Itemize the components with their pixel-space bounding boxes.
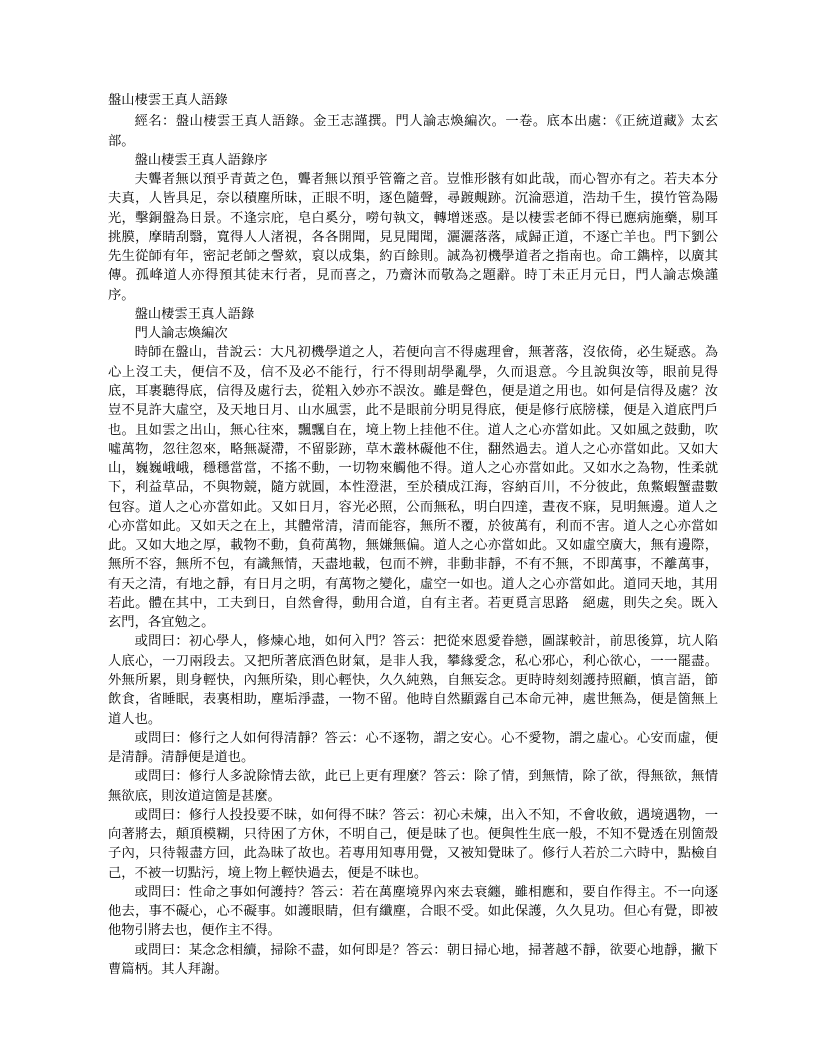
paragraph-body-4: 或問曰：修行人多說除情去欲，此已上更有理麼？答云：除了情，到無情，除了欲，得無欲，無情無欲底，則汝道這箇是甚麼。 <box>108 768 718 803</box>
heading-main-title: 盤山棲雲王真人語錄 <box>134 305 255 321</box>
paragraph-body-1: 時師在盤山，昔說云：大凡初機學道之人，若便向言不得處理會，無著落，沒依倚，必生疑惑。為心上沒工夫，便信不及，信不及必不能行，行不得則胡學亂學，久而退意。今且說與汝等，眼前見得底，耳裹聽得底，信得及處行去，從粗入妙亦不誤汝。雖是聲色，便是道之用也。如何是信得及處？汝豈不見許大虛空，及天地日月、山水風雲，此不是眼前分明見得底，便是修行底牓樣，便是入道底門戶也。且如雲之出山，無心往來，飄飄自在，境上物上挂他不住。道人之心亦當如此。又如風之鼓動，吹噓萬物，忽往忽來，略無凝滯，不留影跡，草木叢林礙他不住，翻然過去。道人之心亦當如此。又如大山，巍巍峨峨，穩穩當當，不搖不動，一切物來觸他不得。道人之心亦當如此。又如水之為物，性柔就下，利益草品，不與物競，隨方就圓，本性澄湛，至於積成江海，容納百川，不分彼此，魚鱉蝦蟹盡數包容。道人之心亦當如此。又如日月，容光必照，公而無私，明白四達，晝夜不寐，見明無邊。道人之心亦當如此。又如天之在上，其體常清，清而能容，無所不覆，於彼萬有，利而不害。道人之心亦當如此。又如大地之厚，載物不動，負荷萬物，無嫌無偏。道人之心亦當如此。又如虛空廣大，無有邊際，無所不容，無所不包，有識無情，天盡地載，包而不辨，非動非靜，不有不無，不即萬事，不離萬事，有天之清，有地之靜，有日月之明，有萬物之變化，虛空一如也。道人之心亦當如此。道同天地，其用若此。體在其中，工夫到日，自然會得，動用合道，自有主者。若更覓言思路 絕處，則失之矣。既入玄門，各宜勉之。 <box>108 344 718 630</box>
paragraph-preface-body: 夫聾者無以預乎青黃之色，聾者無以預乎管籥之音。豈惟形骸有如此哉，而心智亦有之。若夫本分夫真，人皆具足，奈以積塵所昧，正眼不明，逐色隨聲，尋踱覥跡。沉淪惡道，浩劫千生，摸竹管為陽光，擊銅盤為日景。不逢宗庇，皂白奚分，嘮句執文，轉增迷惑。是以棲雲老師不得已應病施藥，剔耳挑膜，摩睛刮翳，寬得人人渚視，各各開聞，見見聞聞，灑灑落落，咸歸正道，不逐亡羊也。門下劉公先生從師有年，密記老師之謦欬，裒以成集，約百餘則。誠為初機學道者之指南也。命工鐫梓，以廣其傳。孤峰道人亦得預其徒末行者，見而喜之，乃齋沐而敬為之題辭。時丁未正月元日，門人論志煥謹序。 <box>108 171 718 302</box>
paragraph-body-3: 或問曰：修行之人如何得清靜？答云：心不逐物，謂之安心。心不愛物，謂之虛心。心安而虛，便是清靜。清靜便是道也。 <box>108 729 718 765</box>
paragraph-body-5: 或問曰：修行人投投要不昧，如何得不昧？答云：初心未煉，出入不知，不會收斂，遇境遇物，一向著將去，顛頂模糊，只待困了方休，不明自己，便是昧了也。便與性生底一般，不知不覺透在別箇殼子內，只待報盡方回，此為昧了故也。若專用知專用覺，又被知覺昧了。修行人若於二六時中，點檢自己，不被一切點污，境上物上輕快過去，便是不昧也。 <box>108 806 718 880</box>
paragraph-bibliographic-note: 經名：盤山棲雲王真人語錄。金王志謹撰。門人論志煥編次。一卷。底本出處：《正統道藏》太玄部。 <box>108 113 718 148</box>
heading-preface: 盤山棲雲王真人語錄序 <box>134 151 268 167</box>
paragraph-body-2: 或問曰：初心學人，修煉心地，如何入門？答云：把從來恩愛眷戀，圖謀較計，前思後算，坑人陷人底心，一刀兩段去。又把所著底酒色財氣，是非人我，攀緣愛念，私心邪心，利心欲心，一一罷盡。外無所累，則身輕快，內無所染，則心輕快，久久純熟，自無妄念。更時時刻刻護持照顧，慎言語，節飲食，省睡眠，表裏相助，塵垢淨盡，一物不留。他時自然顯露自己本命元神，處世無為，便是箇無上道人也。 <box>108 633 718 726</box>
heading-editor: 門人論志煥編次 <box>134 325 228 341</box>
document-title: 盤山棲雲王真人語錄 <box>108 92 228 107</box>
paragraph-body-7: 或問曰：某念念相續，掃除不盡，如何即是？答云：朝日掃心地，掃著越不靜，欲要心地靜，撇下曹篇柄。其人拜謝。 <box>108 941 718 976</box>
document-body <box>108 90 718 978</box>
paragraph-body-6: 或問曰：性命之事如何護持？答云：若在萬塵境界內來去衰纏，雖相應和，要自作得主。不一向逐他去，事不礙心，心不礙事。如護眼睛，但有纖塵，合眼不受。如此保護，久久見功。但心有覺，即被他物引將去也，便作主不得。 <box>108 883 718 938</box>
